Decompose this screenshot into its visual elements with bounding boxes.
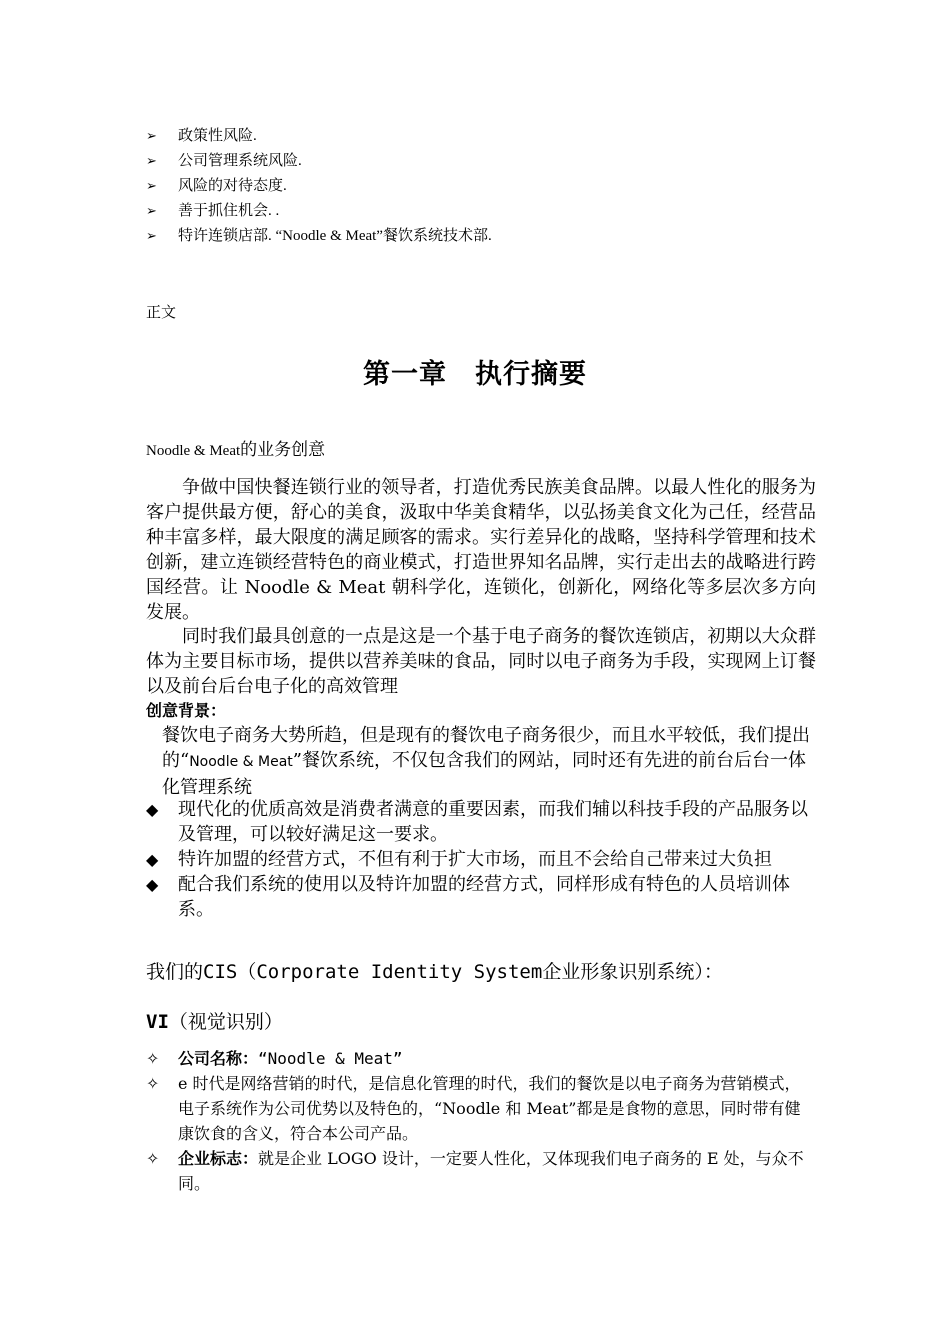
- vi-bullet-list: [146, 1046, 816, 1196]
- list-item-text: e 时代是网络营销的时代，是信息化管理的时代，我们的餐饮是以电子商务为营销模式，电子系统作为公司优势以及特色的，“Noodle 和 Meat”都是是食物的意思，同时带有健康饮食的含义，符合本公司产品。: [178, 1074, 801, 1143]
- cis-heading-suffix: 企业形象识别系统）：: [542, 961, 723, 983]
- star-bullet-icon: ✧: [146, 1074, 160, 1093]
- background-bullet-list: [146, 797, 816, 922]
- list-item: [146, 1146, 816, 1196]
- background-text-before: 餐饮电子商务大势所趋，但是现有的餐饮电子商务很少，而且水平较低，我们提出的“: [162, 725, 810, 771]
- chapter-title-text: 第一章 执行摘要: [363, 359, 587, 390]
- business-idea-paragraph-2: 同时我们最具创意的一点是这是一个基于电子商务的餐饮连锁店，初期以大众群体为主要目标市场，提供以营养美味的食品，同时以电子商务为手段，实现网上订餐以及前台后台电子化的高效管理: [146, 626, 816, 697]
- list-item-text: 特许加盟的经营方式，不但有利于扩大市场，而且不会给自己带来过大负担: [178, 849, 772, 870]
- arrow-bullet-icon: ➢: [146, 204, 157, 219]
- list-item: [146, 1046, 816, 1071]
- heading-brand: Noodle & Meat: [146, 443, 241, 459]
- company-name-value: “Noodle & Meat”: [258, 1049, 403, 1068]
- star-bullet-icon: ✧: [146, 1049, 160, 1068]
- list-item: [146, 199, 846, 224]
- chapter-title: [0, 355, 950, 395]
- list-item-text: 配合我们系统的使用以及特许加盟的经营方式，同样形成有特色的人员培训体系。: [178, 874, 790, 920]
- background-text-after: ”餐饮系统，不仅包含我们的网站，同时还有先进的前台后台一体化管理系统: [162, 750, 806, 798]
- background-heading: 创意背景：: [146, 701, 227, 720]
- list-item: [146, 872, 816, 922]
- list-item-text: 风险的对待态度.: [178, 178, 287, 194]
- heading-text: 的业务创意: [240, 440, 326, 460]
- cis-heading-prefix: 我们的: [146, 961, 204, 983]
- diamond-bullet-icon: ◆: [146, 850, 159, 869]
- background-brand: Noodle & Meat: [189, 754, 293, 770]
- list-item-text: 善于抓住机会. .: [178, 203, 280, 219]
- business-idea-paragraph-1: 争做中国快餐连锁行业的领导者，打造优秀民族美食品牌。以最人性化的服务为客户提供最方便，舒心的美食，汲取中华美食精华，以弘扬美食文化为己任，经营品种丰富多样，最大限度的满足顾客的需求。实行差异化的战略，坚持科学管理和技术创新，建立连锁经营特色的商业模式，打造世界知名品牌，实行走出去的战略进行跨国经营。让 Noodle & Meat 朝科学化，连锁化，创新化，网络化等多层次多方向发展。: [146, 477, 816, 623]
- cis-heading-en: CIS（Corporate Identity System: [203, 961, 543, 983]
- background-paragraph: [162, 723, 812, 800]
- list-item-text: 现代化的优质高效是消费者满意的重要因素，而我们辅以科技手段的产品服务以及管理，可以较好满足这一要求。: [178, 799, 808, 845]
- vi-heading-en: VI: [146, 1011, 169, 1033]
- diamond-bullet-icon: ◆: [146, 875, 159, 894]
- arrow-bullet-icon: ➢: [146, 129, 157, 144]
- business-idea-heading: [146, 436, 325, 465]
- risk-list: [146, 124, 846, 249]
- vi-heading: [146, 1008, 283, 1037]
- logo-label: 企业标志：: [178, 1149, 259, 1168]
- list-item: [146, 149, 846, 174]
- list-item-text: 政策性风险.: [178, 128, 257, 144]
- list-item: [146, 124, 846, 149]
- vi-heading-zh: （视觉识别）: [168, 1011, 283, 1033]
- list-item: [146, 174, 846, 199]
- list-item: [146, 847, 816, 872]
- company-name-label: 公司名称：: [178, 1049, 259, 1068]
- arrow-bullet-icon: ➢: [146, 154, 157, 169]
- list-item-text: 公司管理系统风险.: [178, 153, 302, 169]
- list-item: [146, 224, 846, 249]
- arrow-bullet-icon: ➢: [146, 229, 157, 244]
- diamond-bullet-icon: ◆: [146, 800, 159, 819]
- star-bullet-icon: ✧: [146, 1149, 160, 1168]
- list-item: [146, 797, 816, 847]
- list-item-text: 特许连锁店部. “Noodle & Meat”餐饮系统技术部.: [178, 228, 492, 244]
- arrow-bullet-icon: ➢: [146, 179, 157, 194]
- list-item: [146, 1071, 816, 1146]
- cis-heading: [146, 958, 723, 987]
- section-label: 正文: [146, 303, 177, 321]
- logo-text: 就是企业 LOGO 设计，一定要人性化，又体现我们电子商务的 E 处，与众不同。: [178, 1149, 804, 1193]
